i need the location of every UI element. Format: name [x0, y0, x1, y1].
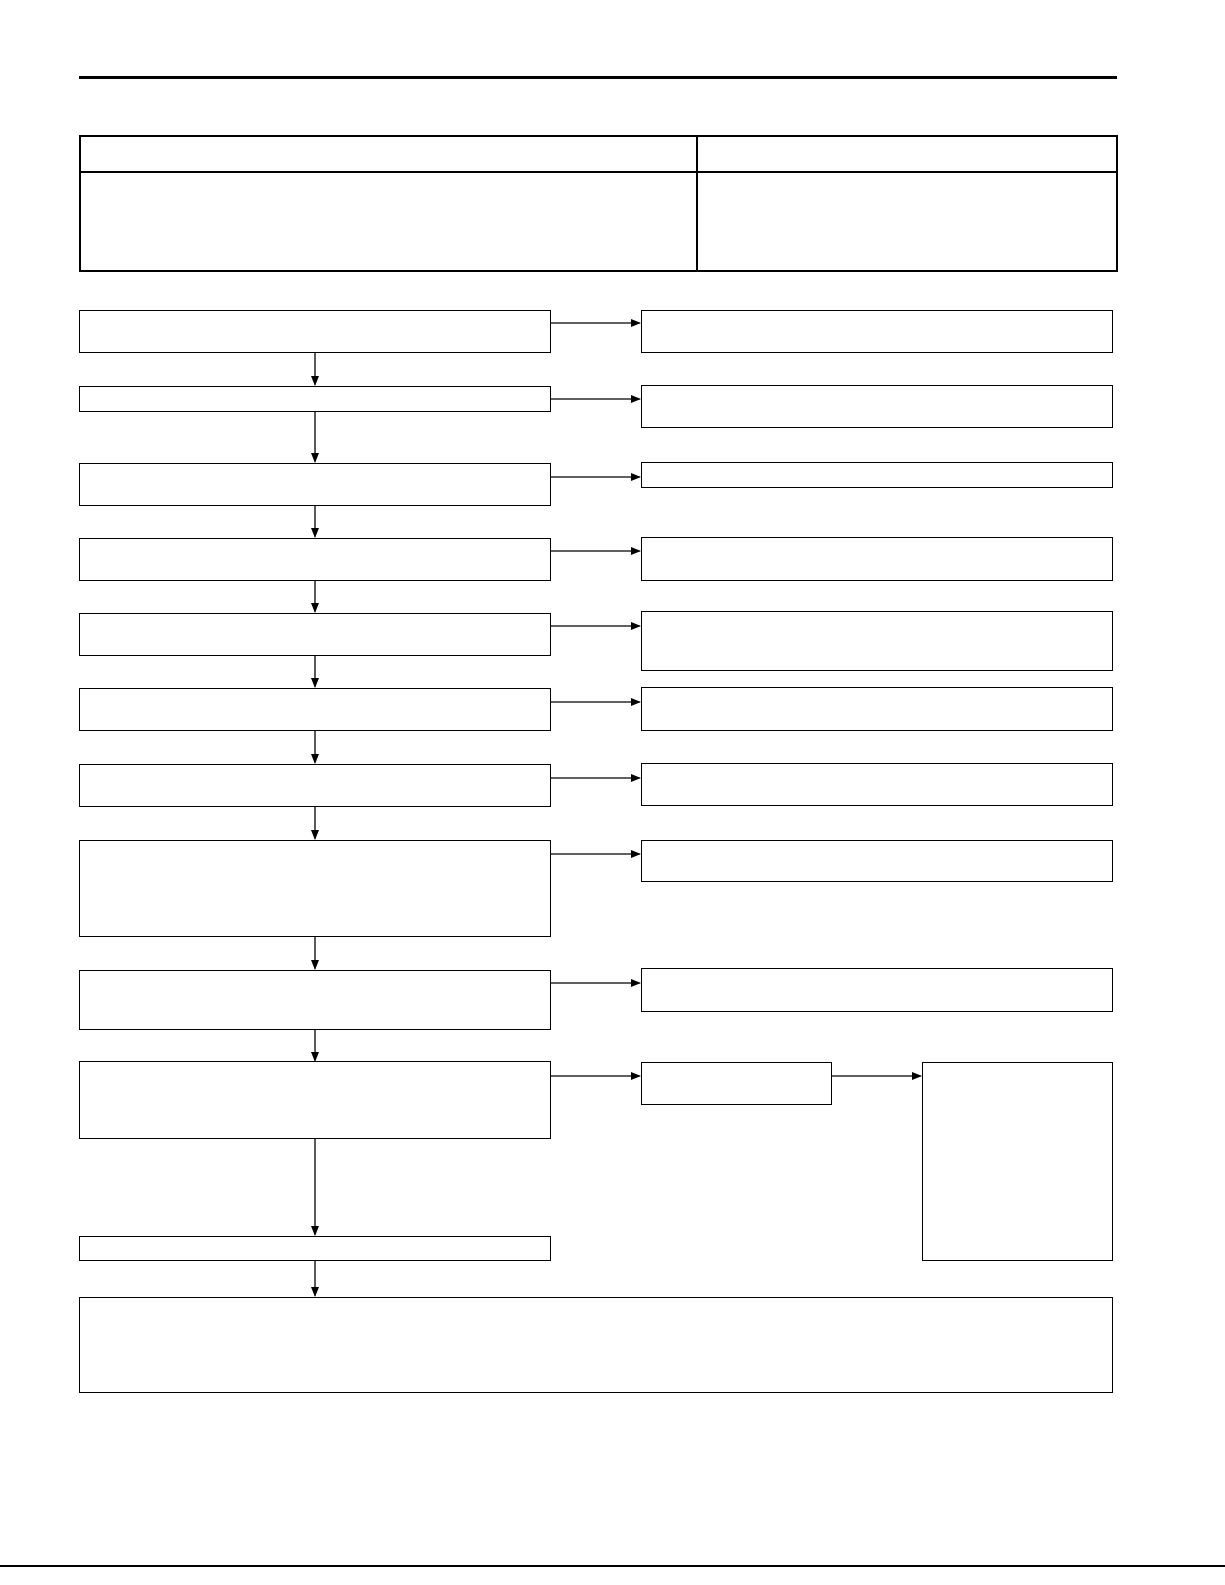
result-box-7: [641, 763, 1113, 806]
sub-result-box: [922, 1062, 1113, 1261]
result-box-2: [641, 385, 1113, 428]
result-box-3: [641, 462, 1113, 488]
step-box-8: [79, 840, 551, 937]
step-box-6: [79, 688, 551, 731]
final-box: [79, 1297, 1113, 1393]
result-box-8: [641, 840, 1113, 882]
result-box-6: [641, 687, 1113, 731]
result-box-4: [641, 537, 1113, 581]
step-box-3: [79, 463, 551, 506]
step-box-9: [79, 970, 551, 1030]
step-box-2: [79, 386, 551, 412]
step-box-4: [79, 538, 551, 581]
step-box-11: [79, 1236, 551, 1261]
bottom-rule: [0, 1565, 1225, 1567]
result-box-9: [641, 968, 1113, 1012]
result-box-1: [641, 310, 1113, 353]
step-box-7: [79, 764, 551, 807]
result-box-10: [641, 1062, 832, 1105]
result-box-5: [641, 611, 1113, 671]
step-box-5: [79, 613, 551, 656]
step-box-10: [79, 1061, 551, 1139]
step-box-1: [79, 310, 551, 353]
